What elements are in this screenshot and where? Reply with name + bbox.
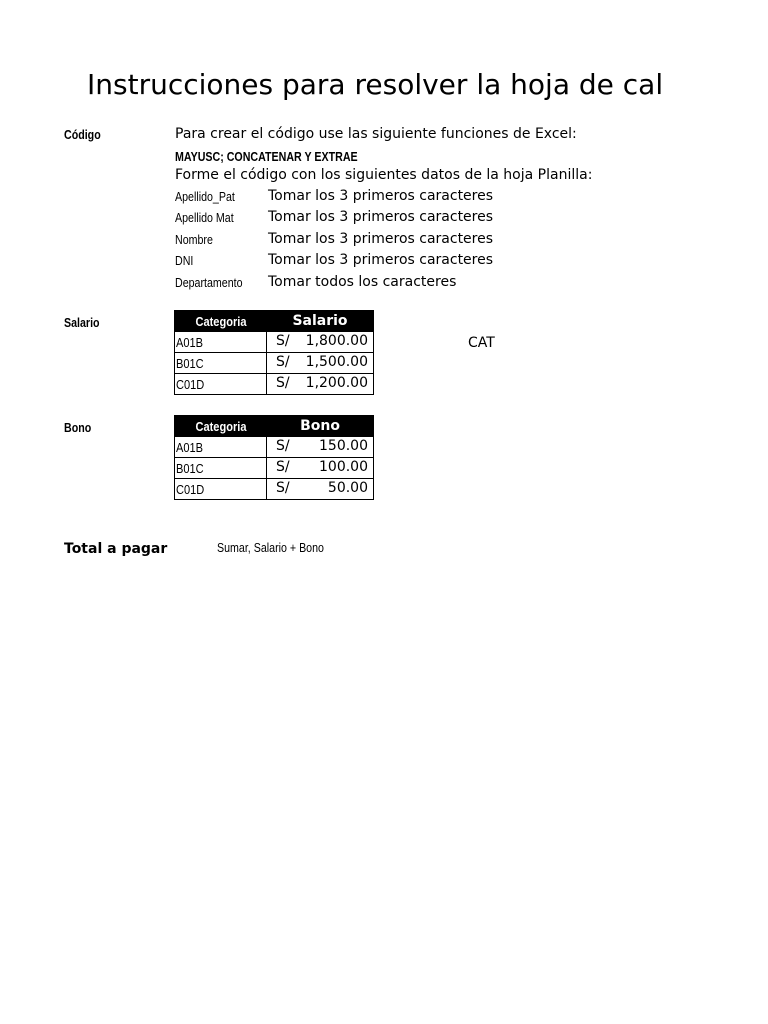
salario-table: [174, 310, 374, 395]
table-row: [175, 332, 374, 353]
field-name: DNI: [175, 253, 194, 268]
category-cell[interactable]: C01D: [175, 479, 267, 500]
category-cell[interactable]: B01C: [175, 458, 267, 479]
category-cell[interactable]: B01C: [175, 353, 267, 374]
amount-cell[interactable]: S/ 1,200.00: [267, 374, 374, 395]
codigo-intro: Para crear el código use las siguiente funciones de Excel:: [175, 126, 577, 142]
category-cell[interactable]: A01B: [175, 437, 267, 458]
header-bono: Bono: [267, 416, 374, 437]
header-categoria: Categoria: [175, 311, 267, 332]
table-row: [175, 374, 374, 395]
salario-label: Salario: [64, 315, 100, 330]
table-row: [175, 437, 374, 458]
codigo-functions: MAYUSC; CONCATENAR Y EXTRAE: [175, 149, 358, 164]
bono-label: Bono: [64, 420, 92, 435]
page-title: Instrucciones para resolver la hoja de cal: [87, 68, 664, 101]
codigo-label: Código: [64, 127, 101, 142]
amount-cell[interactable]: S/ 150.00: [267, 437, 374, 458]
amount-cell[interactable]: S/ 1,800.00: [267, 332, 374, 353]
total-rule: Sumar, Salario + Bono: [217, 540, 324, 555]
header-salario: Salario: [267, 311, 374, 332]
bono-table: [174, 415, 374, 500]
field-rule: Tomar los 3 primeros caracteres: [268, 188, 494, 204]
field-rule: Tomar todos los caracteres: [268, 274, 457, 290]
field-rule: Tomar los 3 primeros caracteres: [268, 252, 494, 268]
table-row: [175, 458, 374, 479]
table-row: [175, 479, 374, 500]
amount-cell[interactable]: S/ 100.00: [267, 458, 374, 479]
field-name: Apellido_Pat: [175, 189, 235, 204]
cat-note: CAT: [468, 335, 495, 351]
total-label: Total a pagar: [64, 541, 168, 557]
field-rule: Tomar los 3 primeros caracteres: [268, 231, 494, 247]
field-name: Apellido Mat: [175, 210, 234, 225]
table-row: [175, 353, 374, 374]
field-name: Nombre: [175, 232, 213, 247]
field-name: Departamento: [175, 275, 243, 290]
codigo-form-text: Forme el código con los siguientes datos de la hoja Planilla:: [175, 167, 593, 183]
amount-cell[interactable]: S/ 50.00: [267, 479, 374, 500]
header-categoria: Categoria: [175, 416, 267, 437]
category-cell[interactable]: A01B: [175, 332, 267, 353]
amount-cell[interactable]: S/ 1,500.00: [267, 353, 374, 374]
field-rule: Tomar los 3 primeros caracteres: [268, 209, 494, 225]
category-cell[interactable]: C01D: [175, 374, 267, 395]
